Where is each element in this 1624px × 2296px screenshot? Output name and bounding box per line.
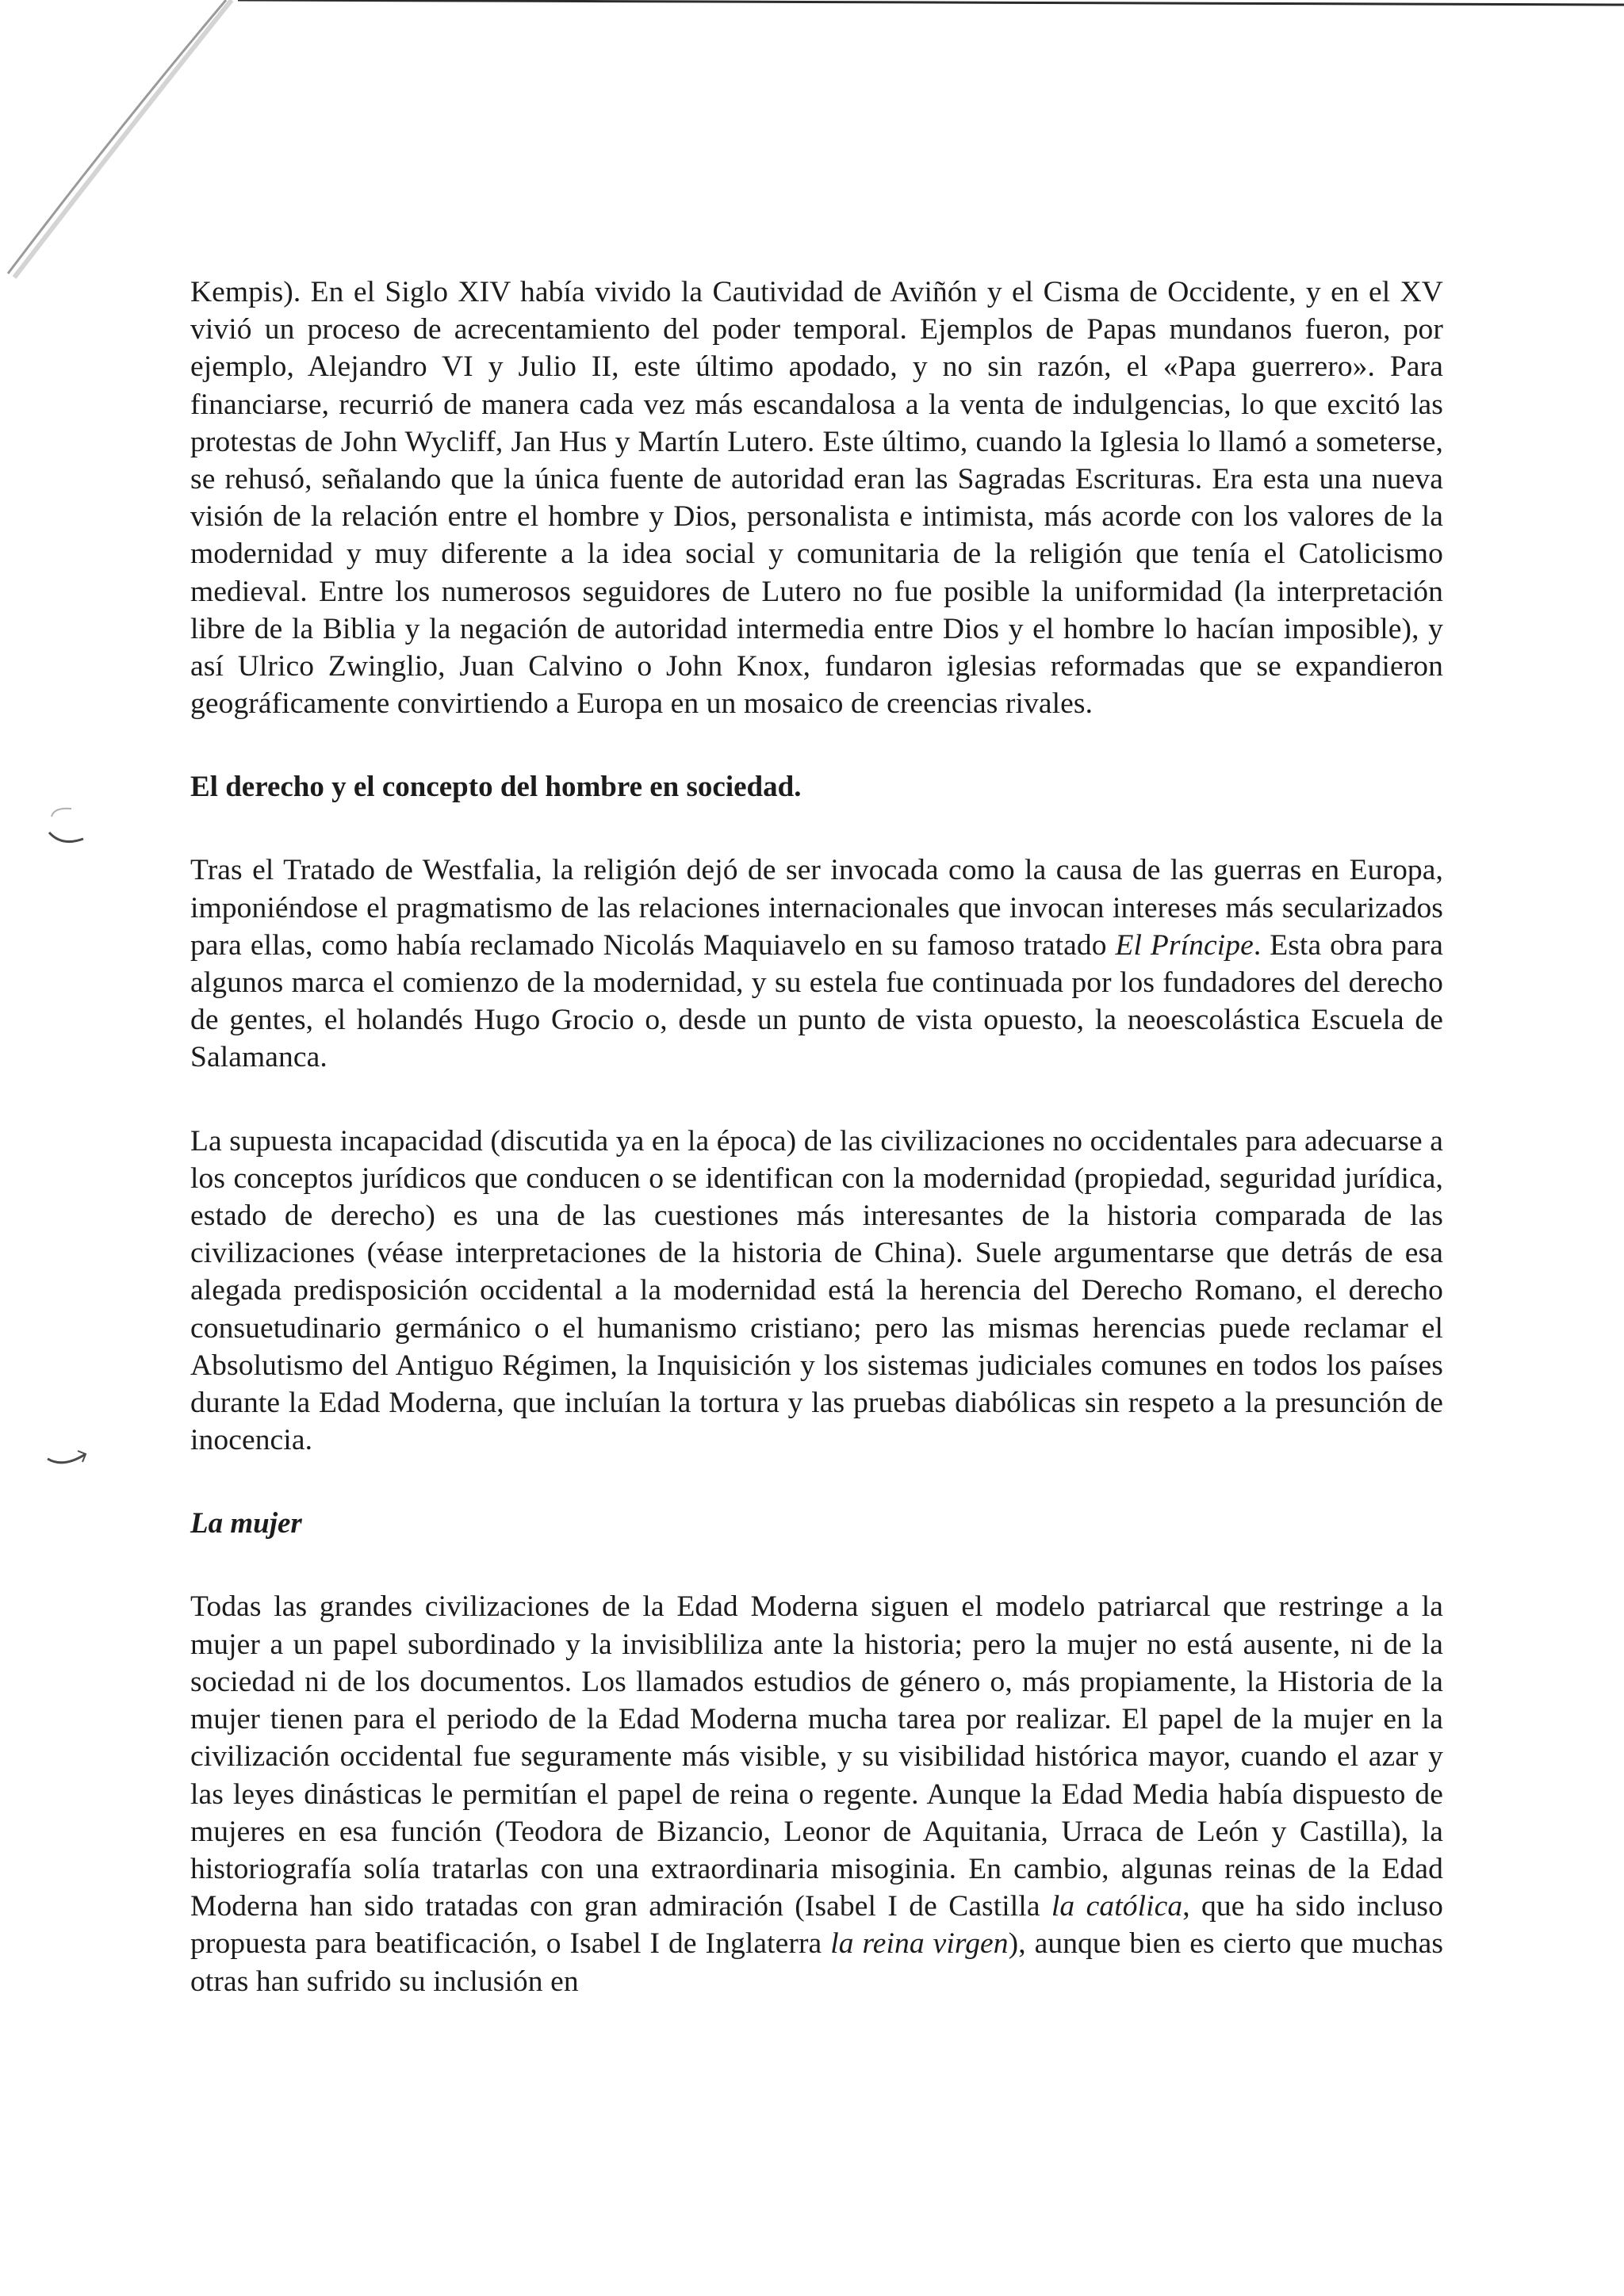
epithet-la-reina-virgen: la reina virgen [830, 1927, 1009, 1961]
scan-page-edge [0, 0, 1624, 317]
paragraph-westfalia [190, 851, 1443, 1076]
paragraph-westfalia-text-2: . Esta obra para algunos marca el comienzo de la modernidad, y su estela fue continuada por los fundadores del derecho de gentes, el holandés Hugo Grocio o, desde un punto de vista opuesto, la neoescolástica Escuela de Salamanca. [190, 928, 1443, 1074]
paragraph-reforma: Kempis). En el Siglo XIV había vivido la Cautividad de Aviñón y el Cisma de Occidente, y en el XV vivió un proceso de acrecentamiento del poder temporal. Ejemplos de Papas mundanos fueron, por ejemplo, Alejandro VI y Julio II, este último apodado, y no sin razón, el «Papa guerrero». Para financiarse, recurrió de manera cada vez más escandalosa a la venta de indulgencias, lo que excitó las protestas de John Wycliff, Jan Hus y Martín Lutero. Este último, cuando la Iglesia lo llamó a someterse, se rehusó, señalando que la única fuente de autoridad eran las Sagradas Escrituras. Era esta una nueva visión de la relación entre el hombre y Dios, personalista e intimista, más acorde con los valores de la modernidad y muy diferente a la idea social y comunitaria de la religión que tenía el Catolicismo medieval. Entre los numerosos seguidores de Lutero no fue posible la uniformidad (la interpretación libre de la Biblia y la negación de autoridad intermedia entre Dios y el hombre lo hacían imposible), y así Ulrico Zwinglio, Juan Calvino o John Knox, fundaron iglesias reformadas que se expandieron geográficamente convirtiendo a Europa en un mosaico de creencias rivales. [190, 276, 1443, 721]
paragraph-mujer-text-3: ), aunque bien es cierto que muchas otras han sufrido su inclusión en [190, 1927, 1444, 1998]
title-el-principe: El Príncipe [1115, 928, 1254, 962]
punch-hole-mark-lower [40, 1443, 95, 1475]
paragraph-mujer-text-1: Todas las grandes civilizaciones de la Edad Moderna siguen el modelo patriarcal que restringe a la mujer a un papel subordinado y la invisibliliza ante la historia; pero la mujer no está ausente, ni de la sociedad ni de los documentos. Los llamados estudios de género o, más propiamente, la Historia de la mujer tienen para el periodo de la Edad Moderna mucha tarea por realizar. El papel de la mujer en la civilización occidental fue seguramente más visible, y su visibilidad histórica mayor, cuando el azar y las leyes dinásticas le permitían el papel de reina o regente. Aunque la Edad Media había dispuesto de mujeres en esa función (Teodora de Bizancio, Leonor de Aquitania, Urraca de León y Castilla), la historiografía solía tratarlas con una extraordinaria misoginia. En cambio, algunas reinas de la Edad Moderna han sido tratadas con gran admiración (Isabel I de Castilla [190, 1590, 1443, 1923]
paragraph-mujer [190, 1588, 1443, 1999]
section-heading-derecho: El derecho y el concepto del hombre en sociedad. [190, 771, 802, 804]
paragraph-incapacidad: La supuesta incapacidad (discutida ya en la época) de las civilizaciones no occidentales para adecuarse a los conceptos jurídicos que conducen o se identifican con la modernidad (propiedad, seguridad jurídica, estado de derecho) es una de las cuestiones más interesantes de la historia comparada de las civilizaciones (véase interpretaciones de la historia de China). Suele argumentarse que detrás de esa alegada predisposición occidental a la modernidad está la herencia del Derecho Romano, el derecho consuetudinario germánico o el humanismo cristiano; pero las mismas herencias puede reclamar el Absolutismo del Antiguo Régimen, la Inquisición y los sistemas judiciales comunes en todos los países durante la Edad Moderna, que incluían la tortura y las pruebas diabólicas sin respeto a la presunción de inocencia. [190, 1124, 1443, 1457]
punch-hole-mark-upper [40, 801, 95, 856]
section-heading-la-mujer: La mujer [190, 1507, 302, 1540]
paragraph-westfalia-text-1: Tras el Tratado de Westfalia, la religión dejó de ser invocada como la causa de las guerras en Europa, imponiéndose el pragmatismo de las relaciones internacionales que invocan intereses más secularizados para ellas, como había reclamado Nicolás Maquiavelo en su famoso tratado [190, 854, 1443, 962]
epithet-la-catolica: la católica [1051, 1890, 1183, 1923]
document-page [190, 274, 1443, 2000]
paragraph-mujer-text-2: , que ha sido incluso propuesta para beatificación, o Isabel I de Inglaterra [190, 1890, 1443, 1961]
